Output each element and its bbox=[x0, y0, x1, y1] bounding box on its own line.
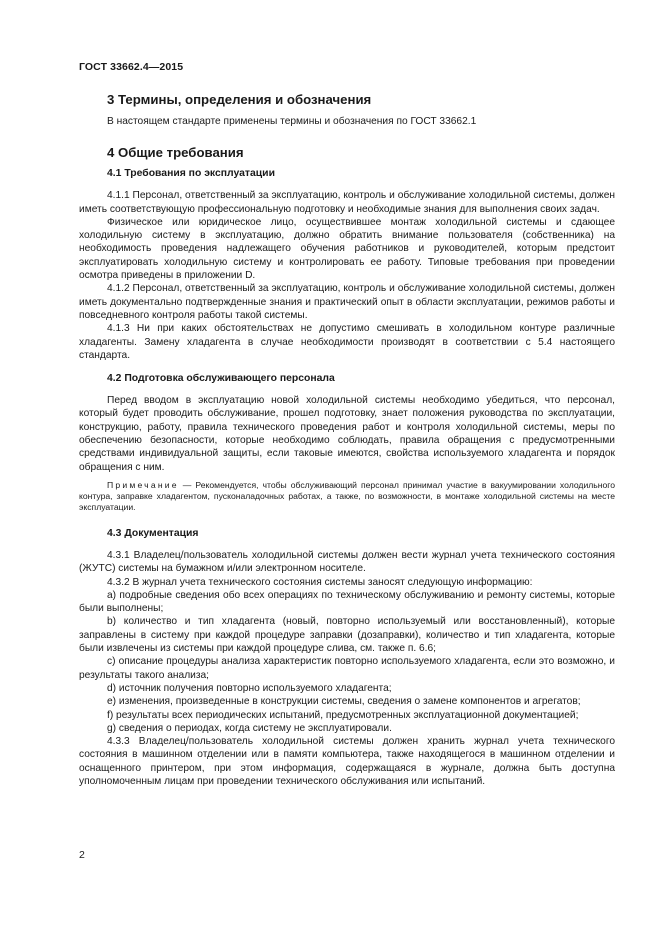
list-item-a: а) подробные сведения обо всех операциях по техническому обслуживанию и ремонту системы, которые были выполнены; bbox=[79, 589, 615, 615]
paragraph-4-1-2: 4.1.2 Персонал, ответственный за эксплуатацию, контроль и обслуживание холодильной системы, должен иметь документально подтвержденные знания и практический опыт в области эксплуатации, режимов работы и повседневного контроля работы такой системы. bbox=[79, 283, 615, 321]
paragraph-4-3-3: 4.3.3 Владелец/пользователь холодильной системы должен хранить журнал учета технического состояния в машинном отделении или в памяти компьютера, также находящегося в машинном отделении и оснащенного принтером, при этом информация, содержащаяся в журнале, должна быть доступна уполномоченным лицам при проведении технического обслуживания или испытаний. bbox=[79, 736, 615, 787]
note bbox=[79, 480, 615, 513]
subsection-4-2-title: 4.2 Подготовка обслуживающего персонала bbox=[107, 373, 335, 385]
section-3-text: В настоящем стандарте применены термины и обозначения по ГОСТ 33662.1 bbox=[107, 116, 477, 127]
paragraph-4-3-1: 4.3.1 Владелец/пользователь холодильной системы должен вести журнал учета технического состояния (ЖУТС) системы на бумажном и/или электронном носителе. bbox=[79, 549, 615, 575]
list-item-g: g) сведения о периодах, когда систему не эксплуатировали. bbox=[107, 722, 392, 734]
paragraph-4-1-1: 4.1.1 Персонал, ответственный за эксплуатацию, контроль и обслуживание холодильной системы, должен иметь соответствующую профессиональную подготовку и необходимые знания для выполнения своих задач. bbox=[79, 190, 615, 215]
paragraph-4-1-1-cont: Физическое или юридическое лицо, осуществившее монтаж холодильной системы и сдающее холодильную систему в эксплуатацию, должно обратить внимание пользователя (собственника) на необходимость проведения надлежащего обучения работников и руководителей, которым предстоит эксплуатировать холодильную систему и контролировать ее работу. Типовые требования при проведении осмотра приведены в приложении D. bbox=[79, 216, 615, 282]
list-item-f: f) результаты всех периодических испытаний, предусмотренных эксплуатационной документацией; bbox=[107, 709, 579, 721]
section-3-title: 3 Термины, определения и обозначения bbox=[107, 92, 372, 107]
list-item-e: е) изменения, произведенные в конструкции системы, сведения о замене компонентов и агрегатов; bbox=[107, 696, 581, 708]
paragraph-4-2: Перед вводом в эксплуатацию новой холодильной системы необходимо убедиться, что персонал, который будет проводить обслуживание, прошел подготовку, знает положения руководства по эксплуатации, конструкцию, работу, правила технического проведения работ и контроля холодильной системы, меры по обеспечению безопасности, которые необходимо соблюдать, правила обращения с предусмотренными средствами индивидуальной защиты, если таковые имеются, свойства используемого хладагента и порядок обращения с ним. bbox=[79, 395, 615, 473]
subsection-4-1-title: 4.1 Требования по эксплуатации bbox=[107, 168, 275, 180]
page-number: 2 bbox=[79, 849, 85, 861]
document-code-header: ГОСТ 33662.4—2015 bbox=[79, 61, 184, 73]
note-label: Примечание bbox=[107, 479, 179, 490]
paragraph-4-1-3: 4.1.3 Ни при каких обстоятельствах не допустимо смешивать в холодильном контуре различные хладагенты. Замену хладагента в случае необходимости производят в соответствии с 5.4 настоящего стандарта. bbox=[79, 323, 615, 361]
section-4-title: 4 Общие требования bbox=[107, 145, 244, 161]
list-item-d: d) источник получения повторно используемого хладагента; bbox=[107, 682, 392, 694]
list-item-b: b) количество и тип хладагента (новый, повторно используемый или восстановленный), которые заправлены в систему при каждой процедуре заправки (дозаправки), количество и тип хладагента, которые были извлечены из системы при каждой процедуре слива, см. также п. 6.6; bbox=[79, 616, 615, 655]
document-body bbox=[79, 91, 615, 788]
paragraph-4-3-2: 4.3.2 В журнал учета технического состояния системы заносят следующую информацию: bbox=[107, 576, 533, 588]
list-item-c: с) описание процедуры анализа характеристик повторно используемого хладагента, если это возможно, и результаты такого анализа; bbox=[79, 656, 615, 681]
note-text: — Рекомендуется, чтобы обслуживающий персонал принимал участие в вакуумировании холодильного контура, заправке хладагентом, пусконаладочных работах, а также, по возможности, в монтаже холодильной системы на месте эксплуатации. bbox=[79, 479, 615, 512]
subsection-4-3-title: 4.3 Документация bbox=[107, 527, 199, 539]
